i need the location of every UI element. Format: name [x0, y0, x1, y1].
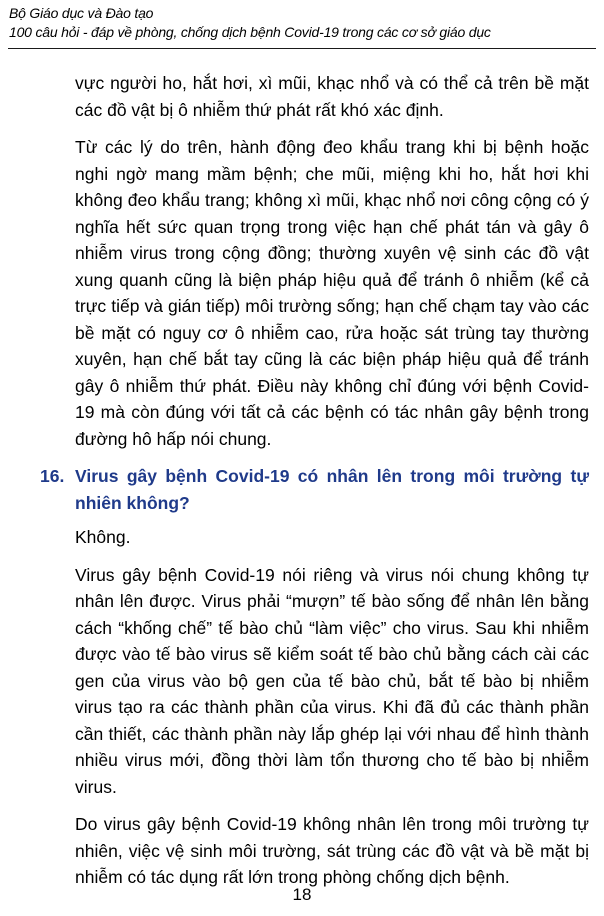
- question-heading: [40, 463, 589, 516]
- question-number: 16.: [40, 466, 65, 486]
- paragraph-continuation: vực người ho, hắt hơi, xì mũi, khạc nhổ và có thể cả trên bề mặt các đồ vật bị ô nhiễm thứ phát rất khó xác định.: [75, 73, 589, 120]
- answer-conclusion: Do virus gây bệnh Covid-19 không nhân lên trong môi trường tự nhiên, việc vệ sinh môi trường, sát trùng các đồ vật và bề mặt bị nhiễm có tác dụng rất lớn trong phòng chống dịch bệnh.: [75, 814, 589, 887]
- header-publisher: Bộ Giáo dục và Đào tạo: [9, 5, 154, 21]
- header-document-title: 100 câu hỏi - đáp về phòng, chống dịch bệnh Covid-19 trong các cơ sở giáo dục: [9, 24, 491, 40]
- page-number: 18: [292, 885, 312, 904]
- page-body: [40, 70, 589, 902]
- paragraph-prevention-measures: Từ các lý do trên, hành động đeo khẩu trang khi bị bệnh hoặc nghi ngờ mang mầm bệnh; che mũi, miệng khi ho, hắt hơi khi không đeo khẩu trang; không xì mũi, khạc nhổ nơi công cộng có ý nghĩa hết sức quan trọng trong việc hạn chế phát tán và gây ô nhiễm virus trong cộng đồng; thường xuyên vệ sinh các đồ vật xung quanh cũng là biện pháp hiệu quả để tránh ô nhiễm (kể cả trực tiếp và gián tiếp) môi trường sống; hạn chế chạm tay vào các bề mặt có nguy cơ ô nhiễm cao, rửa hoặc sát trùng tay thường xuyên, hạn chế bắt tay cũng là các biện pháp hiệu quả để tránh gây ô nhiễm thứ phát. Điều này không chỉ đúng với bệnh Covid-19 mà còn đúng với tất cả các bệnh có tác nhân gây bệnh trong đường hô hấp nói chung.: [75, 137, 589, 449]
- answer-explanation: Virus gây bệnh Covid-19 nói riêng và virus nói chung không tự nhân lên được. Virus phải “mượn” tế bào sống để nhân lên bằng cách “khống chế” tế bào chủ “làm việc” cho virus. Sau khi nhiễm được vào tế bào virus sẽ kiểm soát tế bào chủ bằng cách cài các gen của virus vào bộ gen của tế bào chủ, bắt tế bào bị nhiễm virus tạo ra các thành phần của virus. Khi đã đủ các thành phần cần thiết, các thành phần này lắp ghép lại với nhau để hình thành nhiều virus mới, đồng thời làm tổn thương cho tế bào bị nhiễm virus.: [75, 564, 589, 797]
- header-divider: [8, 48, 596, 49]
- question-text: Virus gây bệnh Covid-19 có nhân lên trong môi trường tự nhiên không?: [75, 466, 589, 513]
- running-header: [9, 4, 599, 42]
- answer-short: Không.: [75, 527, 131, 547]
